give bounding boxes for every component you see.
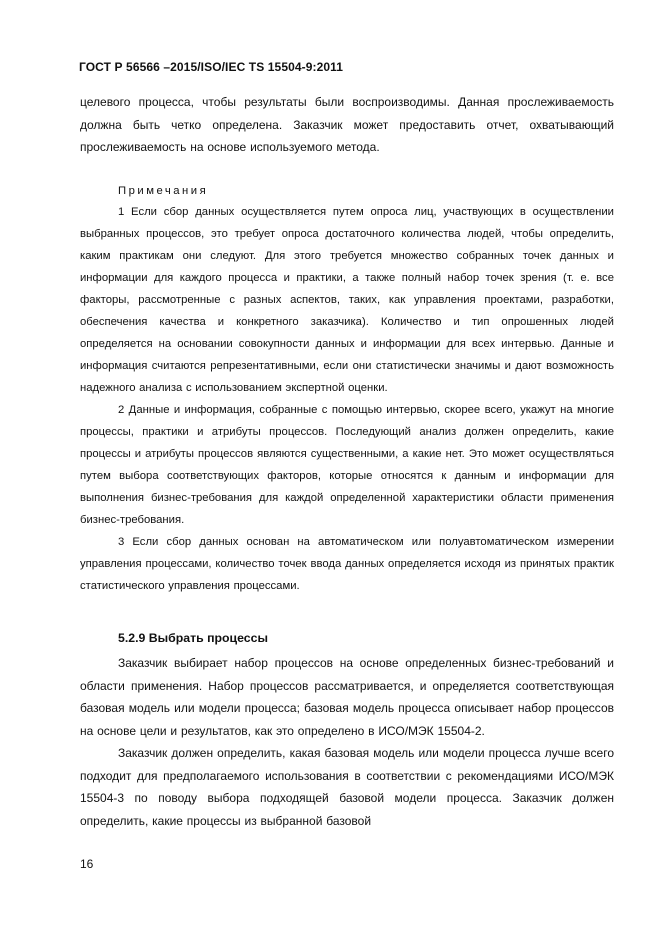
intro-paragraph: целевого процесса, чтобы результаты были воспроизводимы. Данная прослеживаемость должна быть четко определена. Заказчик может предоставить отчет, охватывающий прослеживаемость на основе используемого метода. <box>80 95 614 154</box>
section-paragraph: Заказчик должен определить, какая базовая модель или модели процесса лучше всего подходит для предполагаемого использования в соответствии с рекомендациями ИСО/МЭК 15504-3 по поводу выбора подходящей базовой модели процесса. Заказчик должен определить, какие процессы из выбранной базовой <box>80 746 614 828</box>
section-paragraph: Заказчик выбирает набор процессов на основе определенных бизнес-требований и области применения. Набор процессов рассматривается, и определяется соответствующая базовая модель или модели процесса; базовая модель процесса описывает набор процессов на основе цели и результатов, как это определено в ИСО/МЭК 15504-2. <box>80 656 614 738</box>
note-item: 1 Если сбор данных осуществляется путем опроса лиц, участвующих в осуществлении выбранных процессов, это требует опроса достаточного количества людей, чтобы определить, каким практикам они следуют. Для этого требуется множество собранных точек данных и информации для каждого процесса и практики, а также полный набор точек зрения (т. е. все факторы, рассмотренные с разных аспектов, таких, как управления проектами, разработки, обеспечения качества и конкретного заказчика). Количество и тип опрошенных людей определяется на основании совокупности данных и информации для всех интервью. Данные и информация считаются репрезентативными, если они статистически значимы и дают возможность надежного анализа с использованием экспертной оценки. <box>80 206 614 394</box>
page-number: 16 <box>80 857 94 871</box>
document-header: ГОСТ Р 56566 –2015/ISO/IEC TS 15504-9:2011 <box>79 60 344 74</box>
section-body <box>80 652 614 832</box>
note-item: 2 Данные и информация, собранные с помощью интервью, скорее всего, укажут на многие процессы, практики и атрибуты процессов. Последующий анализ должен определить, какие процессы и атрибуты процессов являются существенными, а какие нет. Это может осуществляться путем выбора соответствующих факторов, которые относятся к данным и информации для выполнения бизнес-требования для каждой определенной характеристики области применения бизнес-требования. <box>80 404 614 526</box>
note-item: 3 Если сбор данных основан на автоматическом или полуавтоматическом измерении управления процессами, количество точек ввода данных определяется исходя из принятых практик статистического управления процессами. <box>80 536 614 592</box>
notes-block <box>80 181 614 597</box>
section-heading: 5.2.9 Выбрать процессы <box>118 631 268 645</box>
notes-title: Примечания <box>118 185 209 197</box>
intro-paragraph-block <box>80 91 614 159</box>
